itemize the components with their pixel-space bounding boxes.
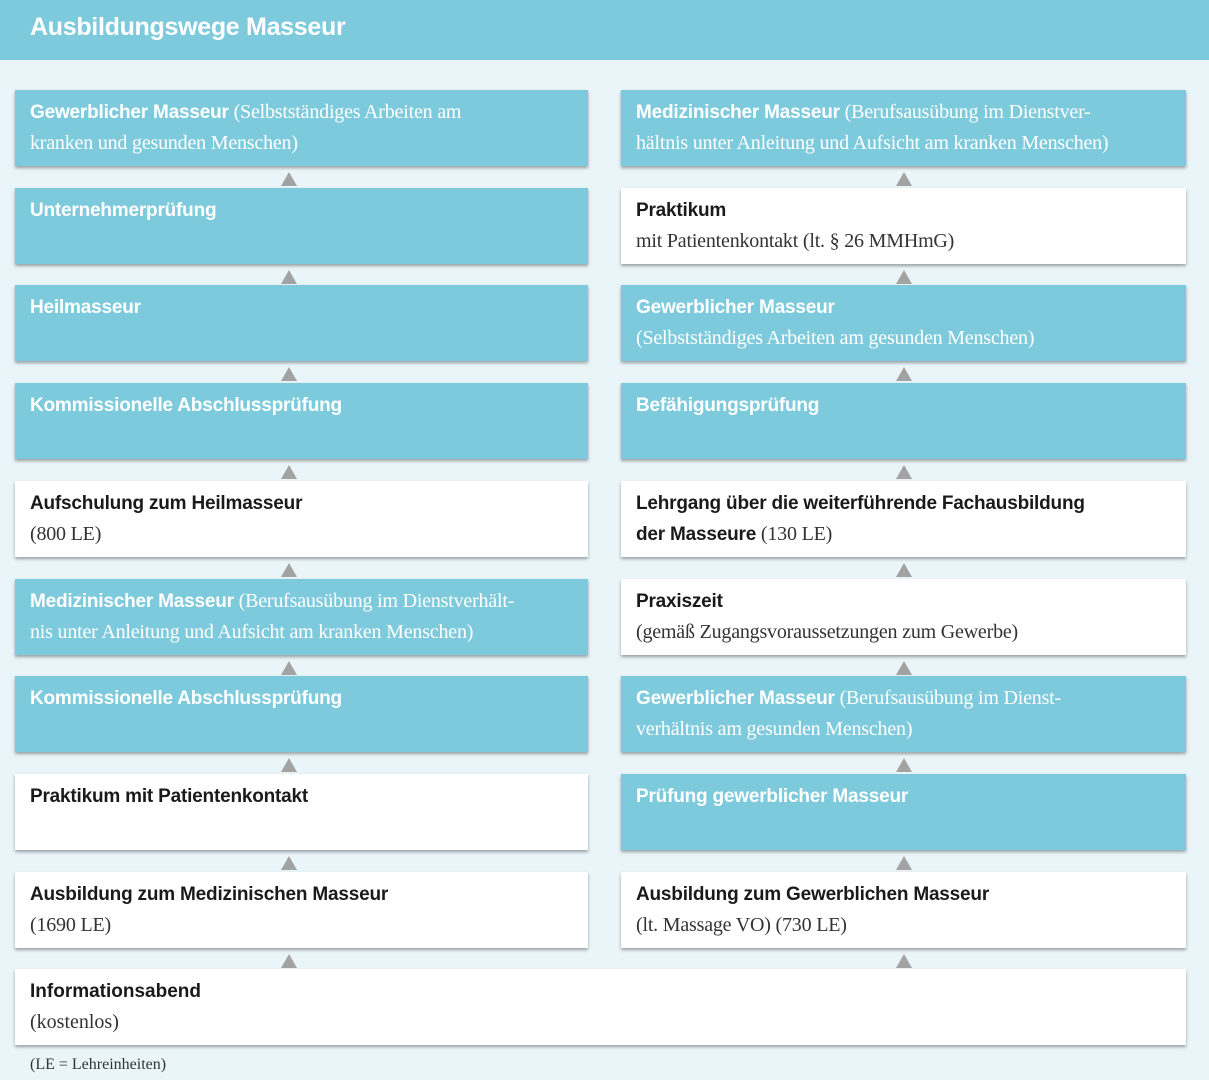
- box-text: (Berufsausübung im Dienst-: [834, 687, 1061, 709]
- left-box-2: [15, 285, 588, 361]
- arrow-up-icon: [281, 758, 297, 772]
- left-box-1: [15, 188, 588, 264]
- box-text: kranken und gesunden Menschen): [30, 132, 298, 154]
- box-title: Praktikum mit Patientenkontakt: [30, 786, 309, 807]
- arrow-up-icon: [896, 661, 912, 675]
- arrow-up-icon: [281, 270, 297, 284]
- footnote: (LE = Lehreinheiten): [30, 1056, 167, 1073]
- arrow-up-icon: [896, 465, 912, 479]
- box-title: Informationsabend: [30, 981, 202, 1002]
- arrow-up-icon: [896, 270, 912, 284]
- arrow-up-icon: [896, 172, 912, 186]
- box-title: Ausbildung zum Gewerblichen Masseur: [636, 884, 990, 905]
- box-title: Medizinischer Masseur: [30, 591, 234, 612]
- arrow-up-icon: [281, 172, 297, 186]
- box-title: Prüfung gewerblicher Masseur: [636, 786, 909, 807]
- box-text: hältnis unter Anleitung und Aufsicht am kranken Menschen): [636, 132, 1109, 154]
- arrow-up-icon: [281, 563, 297, 577]
- box-title: Medizinischer Masseur: [636, 102, 840, 123]
- box-title: Aufschulung zum Heilmasseur: [30, 493, 303, 514]
- right-box-6: [621, 676, 1186, 752]
- box-title: Kommissionelle Abschlussprüfung: [30, 688, 342, 709]
- box-text: (gemäß Zugangsvoraussetzungen zum Gewerbe): [636, 621, 1019, 643]
- box-text: (Selbstständiges Arbeiten am gesunden Menschen): [636, 327, 1035, 349]
- left-box-0: [15, 90, 588, 166]
- box-text: (Selbstständiges Arbeiten am: [228, 101, 462, 123]
- box-text: (1690 LE): [30, 914, 111, 936]
- box-title-cont: der Masseure: [636, 524, 757, 545]
- box-title: Heilmasseur: [30, 297, 141, 318]
- box-title: Kommissionelle Abschlussprüfung: [30, 395, 342, 416]
- box-title: Lehrgang über die weiterführende Fachausbildung: [636, 493, 1085, 514]
- arrow-up-icon: [896, 367, 912, 381]
- left-box-8: [15, 872, 588, 948]
- box-title: Praxiszeit: [636, 591, 723, 612]
- box-text: (800 LE): [30, 523, 102, 545]
- arrow-up-icon: [896, 954, 912, 968]
- left-box-4: [15, 481, 588, 557]
- arrow-up-icon: [281, 856, 297, 870]
- page-title: Ausbildungswege Masseur: [30, 13, 346, 41]
- right-box-2: [621, 285, 1186, 361]
- header-bar: [0, 0, 1209, 60]
- right-box-5: [621, 579, 1186, 655]
- right-box-0: [621, 90, 1186, 166]
- arrow-up-icon: [896, 856, 912, 870]
- box-text: mit Patientenkontakt (lt. § 26 MMHmG): [636, 230, 955, 252]
- box-title: Gewerblicher Masseur: [636, 297, 835, 318]
- arrow-up-icon: [281, 465, 297, 479]
- arrow-up-icon: [281, 954, 297, 968]
- left-box-6: [15, 676, 588, 752]
- left-box-5: [15, 579, 588, 655]
- box-text: (Berufsausübung im Dienstver-: [839, 101, 1091, 123]
- arrow-up-icon: [281, 367, 297, 381]
- box-text: (130 LE): [756, 523, 833, 545]
- right-box-7: [621, 774, 1186, 850]
- box-title: Praktikum: [636, 200, 727, 221]
- box-text: verhältnis am gesunden Menschen): [636, 718, 913, 740]
- box-title: Gewerblicher Masseur: [636, 688, 835, 709]
- box-title: Gewerblicher Masseur: [30, 102, 229, 123]
- box-text: nis unter Anleitung und Aufsicht am kranken Menschen): [30, 621, 474, 643]
- info-evening-box: [15, 969, 1186, 1045]
- right-box-3: [621, 383, 1186, 459]
- box-text: (Berufsausübung im Dienstverhält-: [233, 590, 515, 612]
- arrow-up-icon: [896, 758, 912, 772]
- right-box-4: [621, 481, 1186, 557]
- right-box-8: [621, 872, 1186, 948]
- box-title: Ausbildung zum Medizinischen Masseur: [30, 884, 389, 905]
- box-title: Befähigungsprüfung: [636, 395, 820, 416]
- box-text: (lt. Massage VO) (730 LE): [636, 914, 847, 936]
- arrow-up-icon: [896, 563, 912, 577]
- box-title: Unternehmerprüfung: [30, 200, 217, 221]
- arrow-up-icon: [281, 661, 297, 675]
- box-text: (kostenlos): [30, 1011, 119, 1033]
- left-box-3: [15, 383, 588, 459]
- left-box-7: [15, 774, 588, 850]
- right-box-1: [621, 188, 1186, 264]
